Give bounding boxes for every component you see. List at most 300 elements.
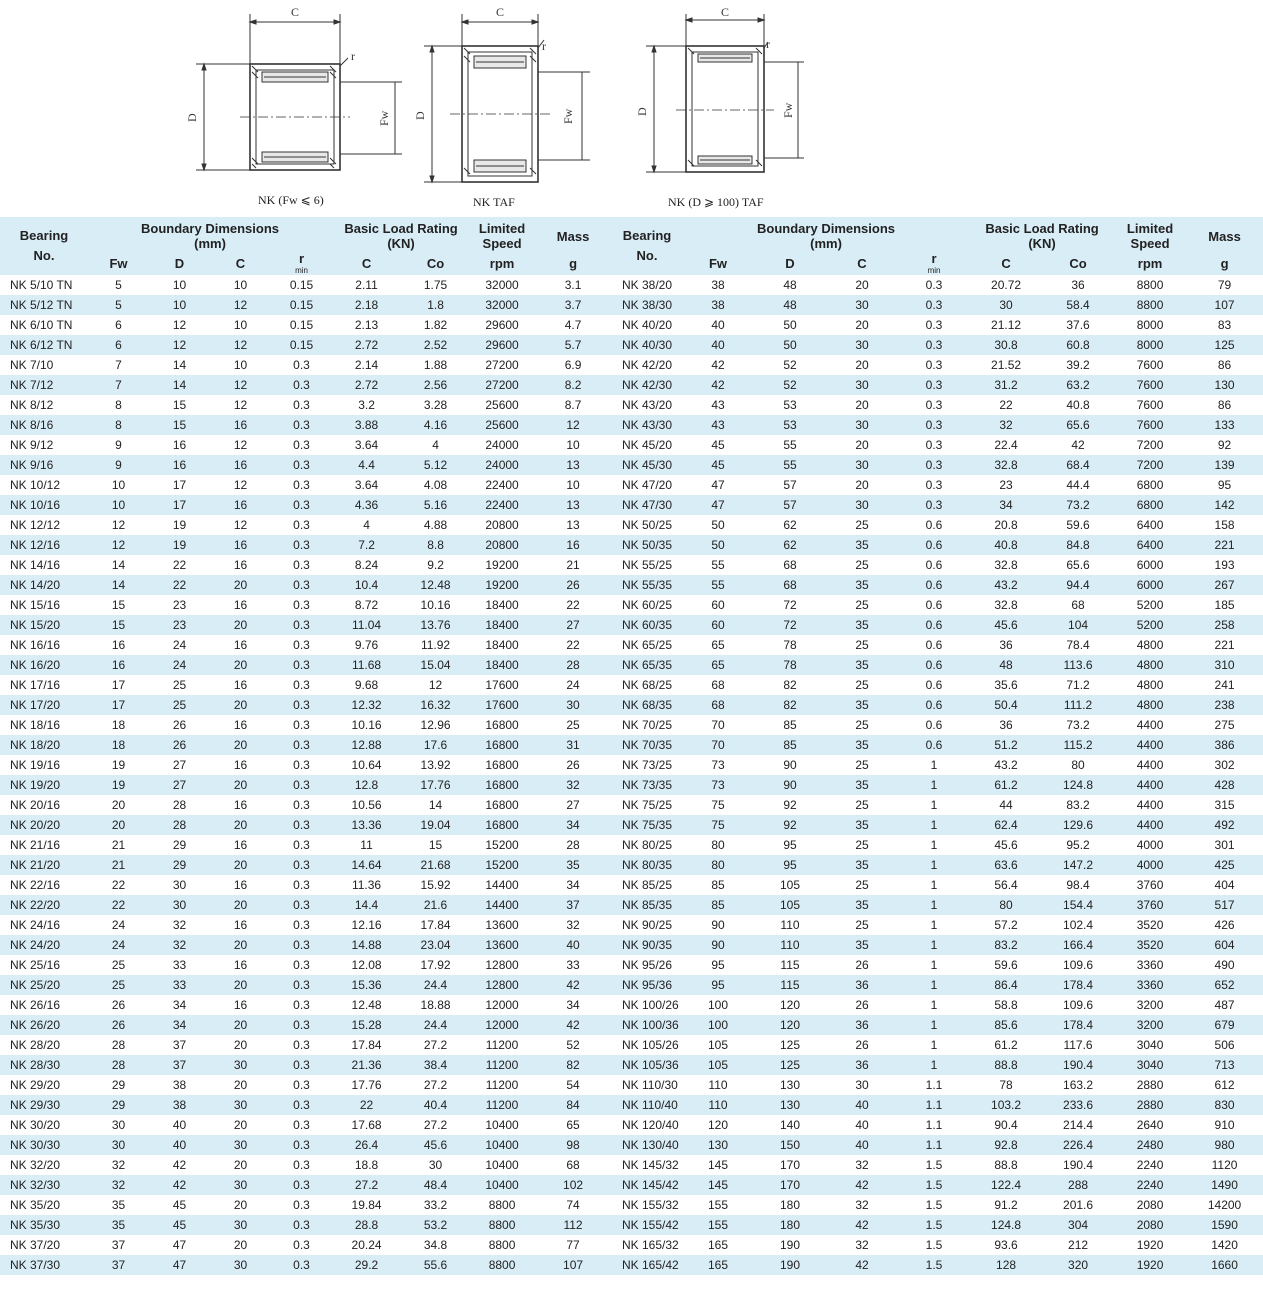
speed-cell: 10400	[485, 1138, 519, 1152]
header-d: D	[174, 255, 185, 271]
bearing-no-cell: NK 7/10	[10, 358, 54, 372]
bearing-no-cell: NK 155/32	[622, 1198, 679, 1212]
d-cell: 110	[780, 918, 800, 932]
r-min-cell: 0.3	[293, 1218, 310, 1232]
d-cell: 45	[172, 1198, 187, 1212]
r-min-cell: 0.15	[289, 318, 314, 332]
r-min-cell: 1	[930, 918, 938, 932]
d-cell: 29	[172, 858, 187, 872]
header-co: Co	[426, 255, 445, 271]
c-cell: 30	[233, 1138, 248, 1152]
c-cell: 35	[855, 778, 869, 792]
r-min-cell: 0.6	[925, 698, 943, 712]
bearing-no-cell: NK 30/20	[10, 1118, 61, 1132]
table-row	[0, 635, 612, 655]
header-load	[970, 217, 1114, 251]
mass-cell: 14200	[1207, 1198, 1242, 1212]
mass-cell: 31	[566, 738, 580, 752]
mass-cell: 26	[566, 758, 580, 772]
co-cell: 33.2	[423, 1198, 448, 1212]
speed-cell: 12800	[485, 978, 519, 992]
r-min-cell: 0.3	[293, 1058, 310, 1072]
r-min-cell: 1.5	[925, 1238, 943, 1252]
fw-cell: 26	[111, 1018, 126, 1032]
bearing-no-cell: NK 21/20	[10, 858, 61, 872]
mass-cell: 713	[1214, 1058, 1235, 1072]
c-load-cell: 29.2	[354, 1258, 379, 1272]
d-cell: 78	[783, 658, 797, 672]
d-cell: 110	[780, 938, 800, 952]
bearing-no-cell: NK 60/25	[622, 598, 673, 612]
bearing-no-cell: NK 95/36	[622, 978, 673, 992]
c-cell: 30	[233, 1258, 248, 1272]
c-cell: 36	[855, 978, 869, 992]
speed-cell: 32000	[485, 298, 519, 312]
d-cell: 55	[783, 438, 797, 452]
co-cell: 68	[1071, 598, 1085, 612]
table-row	[612, 275, 1263, 295]
header-r	[898, 251, 970, 275]
header-load-label: Basic Load Rating	[985, 221, 1099, 236]
bearing-no-cell: NK 43/20	[622, 398, 673, 412]
speed-cell: 3200	[1136, 998, 1164, 1012]
c-load-cell: 31.2	[994, 378, 1018, 392]
c-load-cell: 20.24	[351, 1238, 382, 1252]
mass-cell: 267	[1214, 578, 1235, 592]
r-min-cell: 1.5	[925, 1258, 943, 1272]
bearing-no-cell: NK 10/16	[10, 498, 61, 512]
fw-cell: 19	[111, 758, 126, 772]
r-min-cell: 0.3	[293, 378, 310, 392]
r-min-cell: 1	[930, 838, 938, 852]
fw-cell: 37	[111, 1258, 126, 1272]
table-row	[612, 1135, 1263, 1155]
r-min-cell: 0.3	[293, 1138, 310, 1152]
c-load-cell: 12.8	[354, 778, 379, 792]
mass-cell: 86	[1217, 398, 1232, 412]
mass-cell: 84	[566, 1098, 580, 1112]
fw-cell: 45	[711, 438, 725, 452]
c-cell: 12	[233, 398, 248, 412]
table-row	[0, 995, 612, 1015]
d-cell: 14	[172, 358, 187, 372]
co-cell: 2.56	[423, 378, 448, 392]
bearing-no-cell: NK 105/26	[622, 1038, 679, 1052]
speed-cell: 5200	[1136, 598, 1164, 612]
co-cell: 14	[428, 798, 443, 812]
d-cell: 68	[783, 578, 797, 592]
d-cell: 30	[172, 898, 187, 912]
mass-cell: 13	[566, 458, 580, 472]
speed-cell: 12000	[485, 998, 519, 1012]
mass-cell: 12	[566, 418, 580, 432]
fw-cell: 30	[111, 1138, 126, 1152]
speed-cell: 7200	[1136, 458, 1164, 472]
d-cell: 125	[779, 1038, 801, 1052]
c-cell: 16	[233, 678, 248, 692]
bearing-no-cell: NK 43/30	[622, 418, 673, 432]
table-row	[0, 715, 612, 735]
c-cell: 35	[855, 578, 869, 592]
speed-cell: 32000	[485, 278, 519, 292]
fw-cell: 85	[711, 878, 725, 892]
mass-cell: 425	[1214, 858, 1235, 872]
co-cell: 1.82	[423, 318, 448, 332]
c-load-cell: 11.68	[351, 658, 382, 672]
co-cell: 109.6	[1063, 958, 1094, 972]
table-row	[612, 735, 1263, 755]
table-row	[0, 1135, 612, 1155]
c-cell: 10	[233, 318, 248, 332]
co-cell: 129.6	[1063, 818, 1094, 832]
c-cell: 30	[855, 1078, 869, 1092]
diagram-caption: NK (Fw ⩽ 6)	[258, 193, 324, 207]
r-min-cell: 0.3	[925, 318, 943, 332]
mass-cell: 142	[1214, 498, 1235, 512]
mass-cell: 65	[566, 1118, 580, 1132]
d-cell: 37	[172, 1038, 187, 1052]
c-cell: 20	[233, 978, 248, 992]
c-load-cell: 50.4	[994, 698, 1018, 712]
fw-cell: 6	[115, 338, 122, 352]
table-row	[0, 1015, 612, 1035]
c-load-cell: 45.6	[994, 618, 1018, 632]
co-cell: 1.8	[427, 298, 444, 312]
table-row	[0, 1235, 612, 1255]
co-cell: 201.6	[1063, 1198, 1094, 1212]
mass-cell: 42	[566, 1018, 580, 1032]
mass-cell: 30	[566, 698, 580, 712]
table-row	[0, 535, 612, 555]
co-cell: 55.6	[423, 1258, 448, 1272]
r-min-cell: 0.3	[293, 1018, 310, 1032]
d-cell: 190	[779, 1258, 801, 1272]
table-row	[612, 1095, 1263, 1115]
fw-cell: 25	[111, 958, 126, 972]
c-cell: 12	[233, 518, 248, 532]
mass-cell: 125	[1214, 338, 1235, 352]
mass-cell: 25	[566, 718, 580, 732]
r-min-cell: 0.3	[293, 938, 310, 952]
c-load-cell: 12.88	[351, 738, 382, 752]
c-load-cell: 56.4	[994, 878, 1018, 892]
c-cell: 20	[233, 938, 248, 952]
c-cell: 40	[855, 1138, 869, 1152]
r-min-cell: 0.3	[293, 698, 310, 712]
c-load-cell: 51.2	[994, 738, 1018, 752]
co-cell: 84.8	[1066, 538, 1090, 552]
fw-cell: 40	[711, 318, 725, 332]
d-cell: 115	[780, 958, 800, 972]
d-cell: 48	[783, 298, 797, 312]
speed-cell: 13600	[485, 938, 519, 952]
r-min-cell: 1	[930, 1038, 938, 1052]
co-cell: 68.4	[1066, 458, 1090, 472]
table-row	[612, 395, 1263, 415]
d-cell: 50	[783, 338, 797, 352]
header-boundary	[682, 217, 970, 251]
bearing-no-cell: NK 22/20	[10, 898, 61, 912]
mass-cell: 3.1	[564, 278, 582, 292]
mass-cell: 490	[1214, 958, 1235, 972]
diagram-label-c: C	[720, 5, 730, 19]
diagram-nk-large-drawing	[620, 0, 820, 217]
mass-cell: 74	[566, 1198, 580, 1212]
bearing-table-right	[612, 217, 1263, 1275]
c-load-cell: 28.8	[354, 1218, 379, 1232]
c-cell: 20	[233, 818, 248, 832]
bearing-no-cell: NK 73/25	[622, 758, 673, 772]
c-cell: 26	[855, 998, 869, 1012]
speed-cell: 20800	[485, 518, 519, 532]
c-cell: 20	[233, 1038, 248, 1052]
diagram-label-r: r	[766, 37, 770, 51]
fw-cell: 29	[111, 1078, 126, 1092]
r-min-cell: 0.3	[293, 358, 310, 372]
c-load-cell: 32	[999, 418, 1013, 432]
c-cell: 42	[855, 1258, 869, 1272]
mass-cell: 139	[1214, 458, 1235, 472]
c-load-cell: 32.8	[994, 558, 1018, 572]
fw-cell: 6	[115, 318, 122, 332]
r-min-cell: 0.3	[925, 298, 943, 312]
d-cell: 15	[172, 418, 187, 432]
r-min-cell: 1	[930, 858, 938, 872]
c-cell: 20	[855, 398, 869, 412]
r-min-cell: 1	[930, 958, 938, 972]
r-min-cell: 0.3	[293, 1178, 310, 1192]
diagram-label-d: D	[635, 107, 649, 116]
co-cell: 30	[428, 1158, 443, 1172]
c-cell: 25	[855, 598, 869, 612]
table-row	[0, 1055, 612, 1075]
table-row	[612, 815, 1263, 835]
co-cell: 21.6	[423, 898, 448, 912]
c-cell: 20	[233, 738, 248, 752]
d-cell: 92	[783, 798, 797, 812]
d-cell: 62	[783, 538, 797, 552]
bearing-no-cell: NK 12/12	[10, 518, 61, 532]
diagram-nk-small-drawing	[180, 0, 391, 217]
c-load-cell: 30.8	[994, 338, 1018, 352]
bearing-no-cell: NK 19/20	[10, 778, 61, 792]
table-row	[0, 915, 612, 935]
c-cell: 35	[855, 658, 869, 672]
mass-cell: 1490	[1211, 1178, 1238, 1192]
table-row	[612, 895, 1263, 915]
bearing-no-cell: NK 7/12	[10, 378, 54, 392]
table-row	[612, 795, 1263, 815]
fw-cell: 110	[708, 1098, 728, 1112]
speed-cell: 2240	[1136, 1158, 1164, 1172]
speed-cell: 3520	[1136, 918, 1164, 932]
header-speed: Limited Speed	[1126, 221, 1174, 251]
fw-cell: 70	[711, 718, 725, 732]
mass-cell: 221	[1214, 538, 1235, 552]
bearing-no-cell: NK 20/16	[10, 798, 61, 812]
d-cell: 26	[172, 738, 187, 752]
d-cell: 85	[783, 738, 797, 752]
mass-cell: 404	[1214, 878, 1235, 892]
diagram-label-c: C	[495, 5, 505, 19]
fw-cell: 29	[111, 1098, 126, 1112]
co-cell: 4	[432, 438, 439, 452]
mass-cell: 8.2	[564, 378, 582, 392]
mass-cell: 27	[566, 798, 580, 812]
c-load-cell: 12.48	[351, 998, 382, 1012]
c-load-cell: 45.6	[994, 838, 1018, 852]
c-cell: 30	[233, 1178, 248, 1192]
mass-cell: 95	[1217, 478, 1232, 492]
table-row	[0, 475, 612, 495]
bearing-no-cell: NK 6/12 TN	[10, 338, 73, 352]
d-cell: 62	[783, 518, 797, 532]
speed-cell: 2880	[1136, 1078, 1164, 1092]
r-min-cell: 1.5	[925, 1198, 943, 1212]
c-cell: 20	[233, 1018, 248, 1032]
r-min-cell: 1	[930, 1058, 938, 1072]
d-cell: 53	[783, 398, 797, 412]
mass-cell: 980	[1214, 1138, 1235, 1152]
speed-cell: 10400	[485, 1178, 519, 1192]
c-cell: 20	[233, 858, 248, 872]
fw-cell: 80	[711, 858, 725, 872]
bearing-no-cell: NK 65/35	[622, 658, 673, 672]
table-row	[612, 455, 1263, 475]
speed-cell: 3360	[1136, 978, 1164, 992]
d-cell: 48	[783, 278, 797, 292]
co-cell: 10.16	[420, 598, 451, 612]
c-cell: 16	[233, 758, 248, 772]
fw-cell: 145	[707, 1178, 729, 1192]
speed-cell: 16800	[485, 818, 519, 832]
d-cell: 72	[783, 618, 797, 632]
mass-cell: 1590	[1211, 1218, 1238, 1232]
speed-cell: 16800	[485, 718, 519, 732]
r-min-cell: 0.6	[925, 518, 943, 532]
mass-cell: 310	[1214, 658, 1235, 672]
r-min-cell: 0.3	[293, 818, 310, 832]
speed-cell: 4800	[1136, 678, 1164, 692]
co-cell: 95.2	[1066, 838, 1090, 852]
d-cell: 120	[779, 998, 801, 1012]
r-min-cell: 1	[930, 1018, 938, 1032]
bearing-no-cell: NK 38/20	[622, 278, 673, 292]
c-load-cell: 14.88	[351, 938, 382, 952]
bearing-no-cell: NK 60/35	[622, 618, 673, 632]
table-row	[0, 755, 612, 775]
header-r-label: r	[298, 250, 305, 266]
header-row-top	[0, 217, 612, 251]
mass-cell: 612	[1214, 1078, 1235, 1092]
mass-cell: 21	[566, 558, 580, 572]
d-cell: 33	[172, 958, 187, 972]
r-min-cell: 0.3	[293, 738, 310, 752]
header-speed: Limited Speed	[478, 221, 526, 251]
mass-cell: 54	[566, 1078, 580, 1092]
speed-cell: 18400	[485, 638, 519, 652]
d-cell: 25	[172, 698, 187, 712]
fw-cell: 5	[115, 298, 122, 312]
r-min-cell: 1	[930, 778, 938, 792]
c-load-cell: 4.4	[358, 458, 375, 472]
d-cell: 90	[783, 778, 797, 792]
speed-cell: 2880	[1136, 1098, 1164, 1112]
fw-cell: 7	[115, 378, 122, 392]
table-row	[0, 275, 612, 295]
speed-cell: 8800	[488, 1238, 516, 1252]
co-cell: 40.8	[1066, 398, 1090, 412]
diagram-nk-taf-drawing	[400, 0, 600, 217]
table-row	[612, 1075, 1263, 1095]
table-row	[0, 895, 612, 915]
co-cell: 94.4	[1066, 578, 1090, 592]
mass-cell: 42	[566, 978, 580, 992]
table-row	[0, 315, 612, 335]
header-boundary-unit: (mm)	[194, 236, 226, 251]
co-cell: 166.4	[1063, 938, 1094, 952]
c-load-cell: 36	[999, 638, 1013, 652]
table-row	[0, 1095, 612, 1115]
r-min-cell: 0.3	[293, 758, 310, 772]
d-cell: 34	[172, 998, 187, 1012]
co-cell: 1.75	[423, 278, 448, 292]
fw-cell: 45	[711, 458, 725, 472]
c-cell: 20	[233, 578, 248, 592]
bearing-diagrams	[0, 0, 1263, 217]
r-min-cell: 0.3	[293, 958, 310, 972]
c-cell: 16	[233, 598, 248, 612]
r-min-cell: 1	[930, 938, 938, 952]
d-cell: 22	[172, 578, 187, 592]
bearing-no-cell: NK 5/10 TN	[10, 278, 73, 292]
table-row	[0, 835, 612, 855]
co-cell: 124.8	[1063, 778, 1094, 792]
fw-cell: 65	[711, 658, 725, 672]
c-load-cell: 20.8	[994, 518, 1018, 532]
c-cell: 25	[855, 558, 869, 572]
c-load-cell: 91.2	[994, 1198, 1018, 1212]
speed-cell: 7600	[1136, 358, 1164, 372]
c-load-cell: 17.76	[351, 1078, 382, 1092]
bearing-no-cell: NK 68/35	[622, 698, 673, 712]
bearing-no-cell: NK 40/20	[622, 318, 673, 332]
c-load-cell: 22	[359, 1098, 374, 1112]
co-cell: 60.8	[1066, 338, 1090, 352]
table-row	[612, 435, 1263, 455]
bearing-no-cell: NK 9/12	[10, 438, 54, 452]
d-cell: 27	[172, 758, 187, 772]
co-cell: 163.2	[1063, 1078, 1094, 1092]
co-cell: 9.2	[427, 558, 444, 572]
d-cell: 190	[779, 1238, 801, 1252]
co-cell: 38.4	[423, 1058, 448, 1072]
table-row	[0, 1215, 612, 1235]
speed-cell: 25600	[485, 398, 519, 412]
r-min-cell: 1.5	[925, 1178, 943, 1192]
co-cell: 12.96	[420, 718, 451, 732]
fw-cell: 43	[711, 398, 725, 412]
c-cell: 25	[855, 798, 869, 812]
co-cell: 15.04	[420, 658, 451, 672]
speed-cell: 4400	[1136, 758, 1164, 772]
co-cell: 65.6	[1066, 558, 1090, 572]
fw-cell: 73	[711, 778, 725, 792]
c-load-cell: 8.72	[354, 598, 379, 612]
speed-cell: 24000	[485, 438, 519, 452]
fw-cell: 95	[711, 958, 725, 972]
co-cell: 8.8	[427, 538, 444, 552]
